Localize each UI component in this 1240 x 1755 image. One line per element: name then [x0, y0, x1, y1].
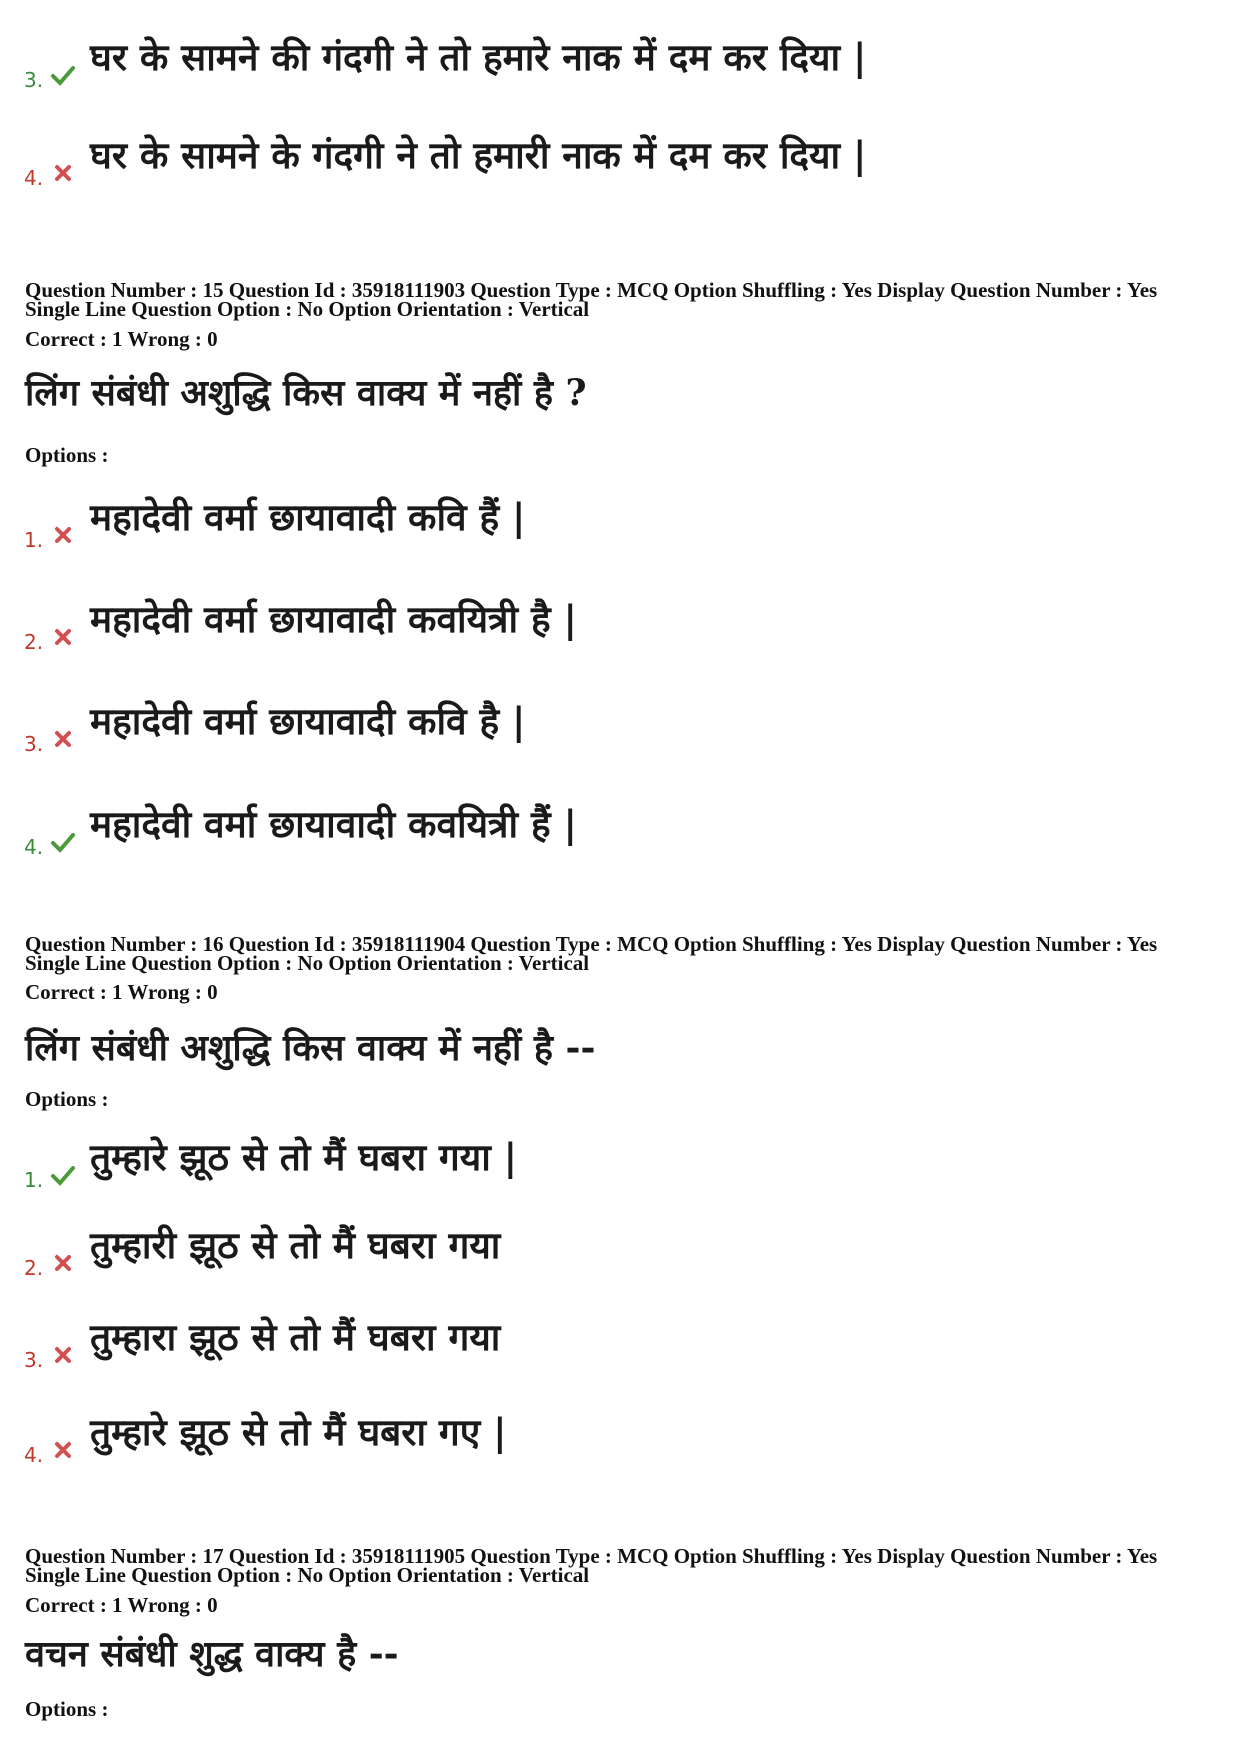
score-line: Correct : 1 Wrong : 0: [25, 327, 218, 351]
option-number: 1.: [24, 1168, 44, 1192]
option-text: तुम्हारी झूठ से तो मैं घबरा गया: [90, 1223, 501, 1267]
options-label: Options :: [25, 1087, 109, 1111]
option-number: 2.: [24, 1256, 44, 1280]
option-text: तुम्हारे झूठ से तो मैं घबरा गया |: [90, 1135, 518, 1179]
question-text: लिंग संबंधी अशुद्धि किस वाक्य में नहीं है --: [25, 1027, 596, 1069]
option-text: घर के सामने के गंदगी ने तो हमारी नाक में दम कर दिया |: [90, 133, 867, 177]
options-label: Options :: [25, 1697, 109, 1721]
option-number: 4.: [24, 1443, 44, 1467]
score-line: Correct : 1 Wrong : 0: [25, 1593, 218, 1617]
option-text: महादेवी वर्मा छायावादी कवयित्री है |: [90, 597, 577, 641]
option-text: तुम्हारे झूठ से तो मैं घबरा गए |: [90, 1410, 507, 1454]
cross-icon: [50, 1342, 76, 1368]
question-meta-line: Single Line Question Option : No Option Orientation : Vertical: [25, 1563, 590, 1587]
cross-icon: [50, 1437, 76, 1463]
option-text: महादेवी वर्मा छायावादी कवि है |: [90, 699, 526, 743]
option-2: [0, 1218, 1240, 1298]
option-number: 2.: [24, 630, 44, 654]
option-number: 4.: [24, 835, 44, 859]
question-meta-line: Question Number : 15 Question Id : 35918111903 Question Type : MCQ Option Shuffling : Yes Display Question Number : Yes: [25, 278, 1158, 302]
cross-icon: [50, 160, 76, 186]
option-number: 1.: [24, 528, 44, 552]
option-4: [0, 1405, 1240, 1485]
check-icon: [50, 829, 76, 855]
option-number: 4.: [24, 166, 44, 190]
question-meta-line: Single Line Question Option : No Option Orientation : Vertical: [25, 297, 590, 321]
option-1: [0, 1130, 1240, 1210]
cross-icon: [50, 726, 76, 752]
option-number: 3.: [24, 1348, 44, 1372]
check-icon: [50, 62, 76, 88]
option-1: [0, 490, 1240, 570]
option-2: [0, 592, 1240, 672]
question-meta-line: Question Number : 16 Question Id : 35918111904 Question Type : MCQ Option Shuffling : Yes Display Question Number : Yes: [25, 932, 1158, 956]
option-3: [0, 694, 1240, 774]
score-line: Correct : 1 Wrong : 0: [25, 980, 218, 1004]
question-meta-line: Single Line Question Option : No Option Orientation : Vertical: [25, 951, 590, 975]
option-3: [0, 1310, 1240, 1390]
option-text: तुम्हारा झूठ से तो मैं घबरा गया: [90, 1315, 501, 1359]
cross-icon: [50, 624, 76, 650]
check-icon: [50, 1162, 76, 1188]
option-4: [0, 797, 1240, 877]
cross-icon: [50, 1250, 76, 1276]
option-text: महादेवी वर्मा छायावादी कवि हैं |: [90, 495, 526, 539]
question-text: लिंग संबंधी अशुद्धि किस वाक्य में नहीं है ?: [25, 372, 587, 414]
option-text: घर के सामने की गंदगी ने तो हमारे नाक में दम कर दिया |: [90, 35, 867, 79]
option-number: 3.: [24, 732, 44, 756]
cross-icon: [50, 522, 76, 548]
option-4: [0, 128, 1240, 208]
options-label: Options :: [25, 443, 109, 467]
option-number: 3.: [24, 68, 44, 92]
question-text: वचन संबंधी शुद्ध वाक्य है --: [25, 1633, 399, 1675]
option-3: [0, 30, 1240, 110]
question-meta-line: Question Number : 17 Question Id : 35918111905 Question Type : MCQ Option Shuffling : Yes Display Question Number : Yes: [25, 1544, 1158, 1568]
option-text: महादेवी वर्मा छायावादी कवयित्री हैं |: [90, 802, 577, 846]
